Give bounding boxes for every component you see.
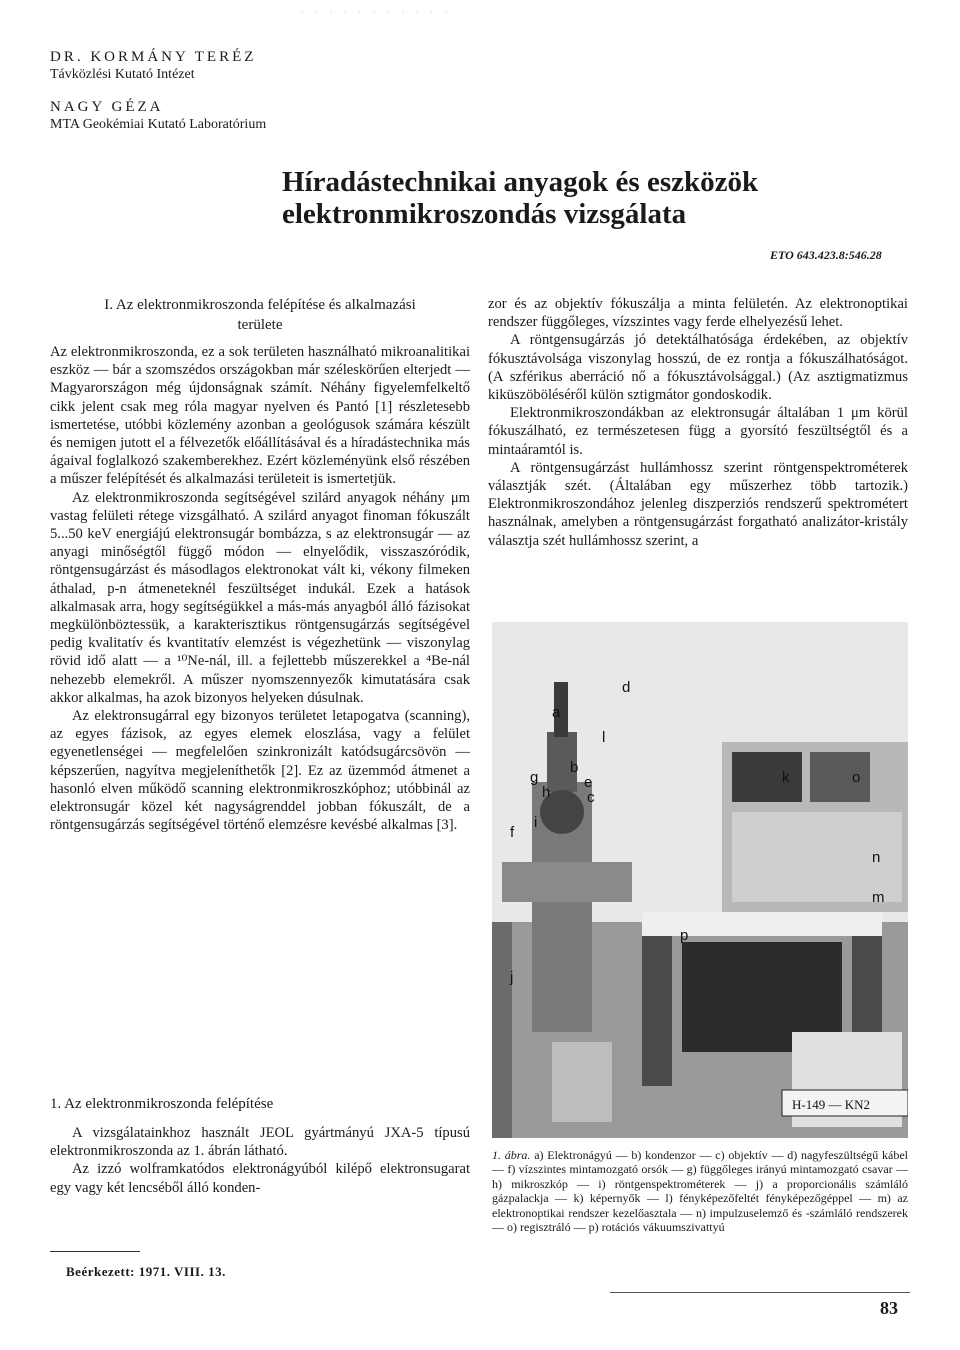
left-column	[50, 295, 470, 834]
right-paragraph: A röntgensugárzást hullámhossz szerint röntgenspektrométerek választják szét. (Általában egy műszerhez több tartozik.) Elektronmikroszondához jelenleg diszperziós rendszerű spektrométert használnak, amelyben a röntgensugárzást forgatható analizátor-kristály választja szét hullámhossz szerint, a	[488, 459, 908, 549]
left-paragraph: Az elektronsugárral egy bizonyos területet letapogatva (scanning), az egyes fázisok, az egyes elemek eloszlása, vagy a felület egyenetlenségei — megfelelően szinkronizált katódsugárcsövön — képszerűen, nagyítva megjeleníthetők [2]. Ez az üzemmód átmenet a hasonló elven működő scanning elektronmikroszkóphoz; utóbbinál az elektronsugár közel két nagyságrenddel jobban fókuszált, de a röntgensugárzás segítségével történő elemzésre kevésbé alkalmas [3].	[50, 708, 470, 834]
page-rule	[610, 1292, 910, 1293]
photo-label-a: a	[552, 704, 561, 721]
caption-text: a) Elektronágyú — b) kondenzor — c) objektív — d) nagyfeszültségű kábel — f) vízszintes mintamozgató orsók — g) függőleges irányú mintamozgató csavar — h) mikroszkóp — i) röntgenspektrométerek — j) a proporcionális számláló gázpalackja — k) képernyők — l) fényképezőfeltét fényképezőgéppel — m) az elektronoptikai rendszer kezelőasztala — n) impulzuselemző és -számláló rendszerek — o) regisztráló — p) rotációs vákuumszivattyú	[492, 1148, 909, 1235]
received-date: Beérkezett: 1971. VIII. 13.	[66, 1264, 226, 1279]
photo-label-b: b	[570, 759, 579, 776]
author-1-name: DR. KORMÁNY TERÉZ	[50, 49, 257, 65]
photo-label-j: j	[510, 969, 514, 986]
right-column	[488, 295, 908, 550]
right-paragraph: A röntgensugárzás jó detektálhatósága érdekében, az objektív fókusztávolsága viszonylag hosszú, de ez rontja a fókuszálhatóságot. (A szférikus aberráció nő a fókusztávolsággal.) (Az asztigmatizmus kiküszöböléséről külön sztigmátor gondoskodik.	[488, 332, 908, 404]
photo-stamp: H-149 — KN2	[792, 1097, 870, 1112]
left-paragraph: Az elektronmikroszonda segítségével szilárd anyagok néhány μm vastag felületi rétege vizsgálható. A szilárd anyagot finoman fókuszált 5...50 keV energiájú elektronsugár bombázza, s az elektronsugár — az anyagi minőségtől függő módon — elnyelődik, visszaszóródik, röntgensugárzást és másodlagos elektronokat vált ki, vékony filmeken áthalad, p-n átmeneteknél feszültséget indukál. Ezek a hatások alkalmasak arra, hogy segítségükkel a más-más anyagból álló fázisokat megkülönböztessük, a karakterisztikus röntgensugárzás segítségével pedig kvalitatív és kvantitatív elemzést is végezhetünk — viszonylag rövid idő alatt — a ¹⁰Ne-nál, ill. a fejlettebb műszerekkel a ⁴Be-nál nehezebb elemekről. A műszer nyomszennyezők kimutatására csak akkor alkalmas, ha azok bizonyos helyeken dúsulnak.	[50, 489, 470, 706]
microprobe-photograph	[492, 622, 908, 1138]
photo-label-g: g	[530, 769, 539, 786]
photo-label-p: p	[680, 927, 689, 944]
left-paragraph: Az elektronmikroszonda, ez a sok területen használható mikroanalitikai eszköz — bár a szomszédos országokban már széleskörűen elterjedt — Magyarországon még újdonságnak számít. Néhány figyelemfelkeltő cikk jelent csak meg róla magyar nyelven és Pantó [1] részletesebb ismertetése, utóbbi közlemény azonban a geológusok számára készült és nemigen jutott el a félvezetők előállításával és a híradástechnika más ágaival foglalkozó szakemberekhez. Ezért közleményünk első részében a műszer felépítését és alkalmazási területeit is ismertetjük.	[50, 344, 470, 488]
eto-code: ETO 643.423.8:546.28	[770, 248, 882, 262]
title-line-2: elektronmikroszondás vizsgálata	[282, 198, 687, 230]
page-number: 83	[880, 1298, 898, 1318]
photo-label-h: h	[542, 784, 551, 801]
photo-label-l: l	[602, 729, 606, 746]
photo-label-m: m	[872, 889, 885, 906]
footnote-rule	[50, 1251, 140, 1252]
right-paragraph: zor és az objektív fókuszálja a minta felületén. Az elektronoptikai rendszer függőleges, vízszintes vagy ferde elhelyezésű lehet.	[488, 296, 908, 331]
section-heading-line-2: területe	[237, 317, 283, 333]
photo-label-f: f	[510, 824, 515, 841]
photo-label-e: e	[584, 774, 593, 791]
photo-label-n: n	[872, 849, 881, 866]
right-paragraph: Elektronmikroszondákban az elektronsugár általában 1 μm körül fókuszálható, ez természetesen függ a gyorsító feszültségtől és a mintaáramtól is.	[488, 405, 908, 458]
caption-prefix: 1. ábra.	[492, 1148, 531, 1162]
author-2-affiliation: MTA Geokémiai Kutató Laboratórium	[50, 117, 267, 132]
title-line-1: Híradástechnikai anyagok és eszközök	[282, 166, 759, 198]
section-heading-line-1: I. Az elektronmikroszonda felépítése és alkalmazási	[104, 297, 416, 313]
left-column-lower	[50, 1124, 470, 1197]
photo-label-k: k	[782, 769, 790, 786]
subsection-heading: 1. Az elektronmikroszonda felépítése	[50, 1096, 274, 1112]
article-title	[282, 166, 922, 230]
photo-label-i: i	[534, 814, 538, 831]
photo-label-d: d	[622, 679, 631, 696]
author-block	[50, 48, 266, 134]
faded-header-noise: · · · · · · · · · · ·	[300, 6, 452, 18]
left-paragraph: A vizsgálatainkhoz használt JEOL gyártmányú JXA-5 típusú elektronmikroszonda az 1. ábrán látható.	[50, 1125, 470, 1160]
photo-label-c: c	[587, 789, 595, 806]
photo-label-o: o	[852, 769, 861, 786]
left-paragraph: Az izzó wolframkatódos elektronágyúból kilépő elektronsugarat egy vagy két lencséből álló konden-	[50, 1161, 470, 1196]
author-2-name: NAGY GÉZA	[50, 99, 164, 115]
figure-caption	[492, 1148, 908, 1234]
section-heading	[50, 295, 470, 335]
author-1-affiliation: Távközlési Kutató Intézet	[50, 67, 195, 82]
